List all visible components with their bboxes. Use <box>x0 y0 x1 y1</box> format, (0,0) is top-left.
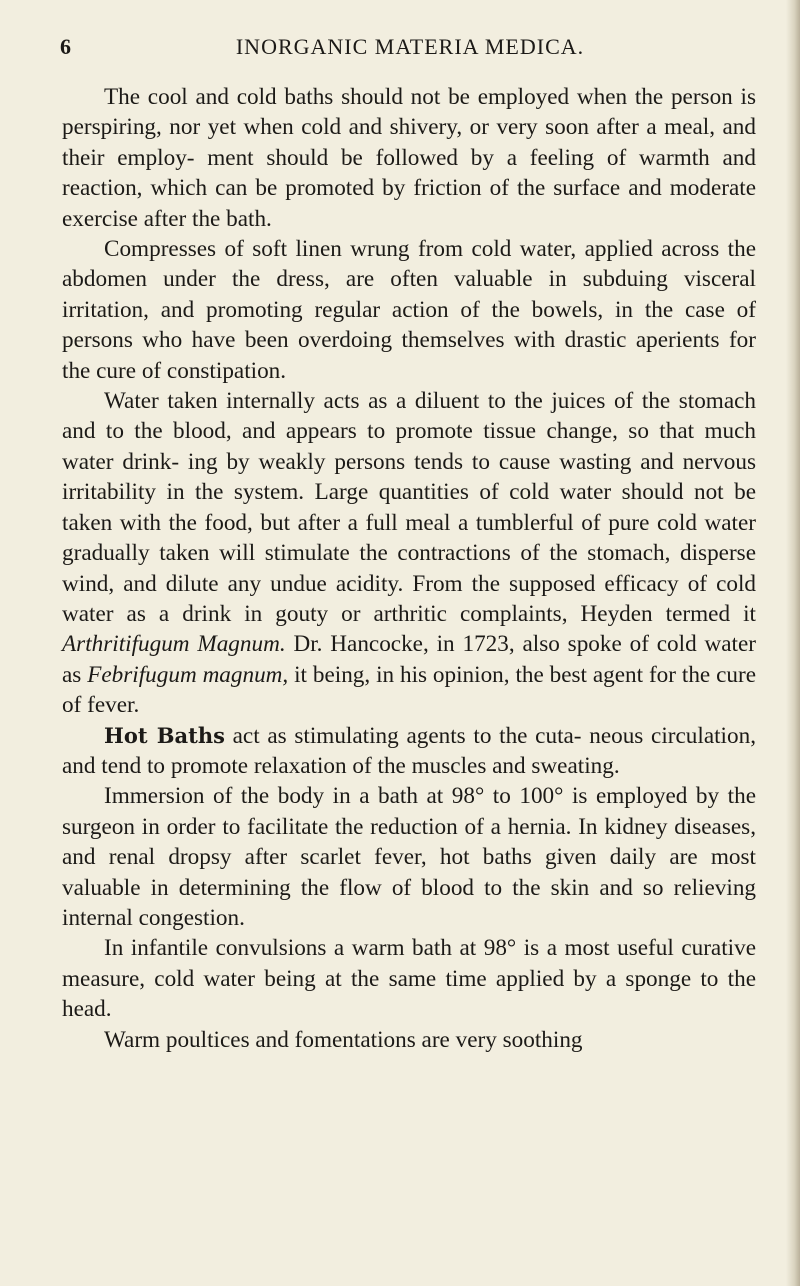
running-title: INORGANIC MATERIA MEDICA. <box>235 34 585 59</box>
latin-term-febrifugum: Febrifugum magnum, <box>87 661 289 688</box>
page-number: 6 <box>60 34 72 59</box>
paragraph-compresses: Compresses of soft linen wrung from cold water, applied across the abdomen under the dress, are often valuable in subduing visceral irritation, and promoting regular action of the bowels, in the case of persons who have been overdoing themselves with drastic aperients for the cure of constipation. <box>62 236 756 384</box>
water-text-part1: Water taken internally acts as a diluent to the juices of the stomach and to the blood, and appears to promote tissue change, so that much water drink- ing by weakly persons tends to cause wasting and nervous irritability in the system. Large quantities of cold water should not be taken with the food, but after a full meal a tumblerful of pure cold water gradually taken will stimulate the contractions of the stomach, disperse wind, and dilute any undue acidity. From the supposed efficacy of cold water as a drink in gouty or arthritic complaints, Heyden termed it <box>62 388 756 627</box>
paragraph-immersion: Immersion of the body in a bath at 98° to 100° is employed by the surgeon in order to facilitate the reduction of a hernia. In kidney diseases, and renal dropsy after scarlet fever, hot baths given daily are most valuable in determining the flow of blood to the skin and so relieving internal congestion. <box>62 783 756 931</box>
hot-baths-heading: Hot Baths <box>104 722 225 748</box>
paragraph-water-internally <box>62 386 756 720</box>
water-text-part2: Dr. Hancocke, in 1723, also spoke of cold water as <box>62 631 757 688</box>
paragraph-hot-baths <box>62 721 756 782</box>
latin-term-arthritifugum: Arthritifugum Magnum. <box>62 631 286 658</box>
page-header <box>60 34 760 68</box>
paragraph-poultices: Warm poultices and fomentations are very soothing <box>104 1026 583 1053</box>
page-edge-shadow <box>786 0 800 1286</box>
hot-baths-text: act as stimulating agents to the cuta- neous circulation, and tend to promote relaxation of the muscles and sweating. <box>62 722 756 779</box>
water-text-part3: it being, in his opinion, the best agent for the cure of fever. <box>62 661 756 719</box>
paragraph-infantile-convulsions: In infantile convulsions a warm bath at 98° is a most useful curative measure, cold water being at the same time applied by a sponge to the head. <box>62 935 756 1023</box>
body-text <box>62 82 756 1055</box>
paragraph-cool-baths: The cool and cold baths should not be employed when the person is perspiring, nor yet when cold and shivery, or very soon after a meal, and their employ- ment should be followed by a feeling of warmth and reaction, which can be promoted by friction of the surface and moderate exercise after the bath. <box>62 84 756 232</box>
